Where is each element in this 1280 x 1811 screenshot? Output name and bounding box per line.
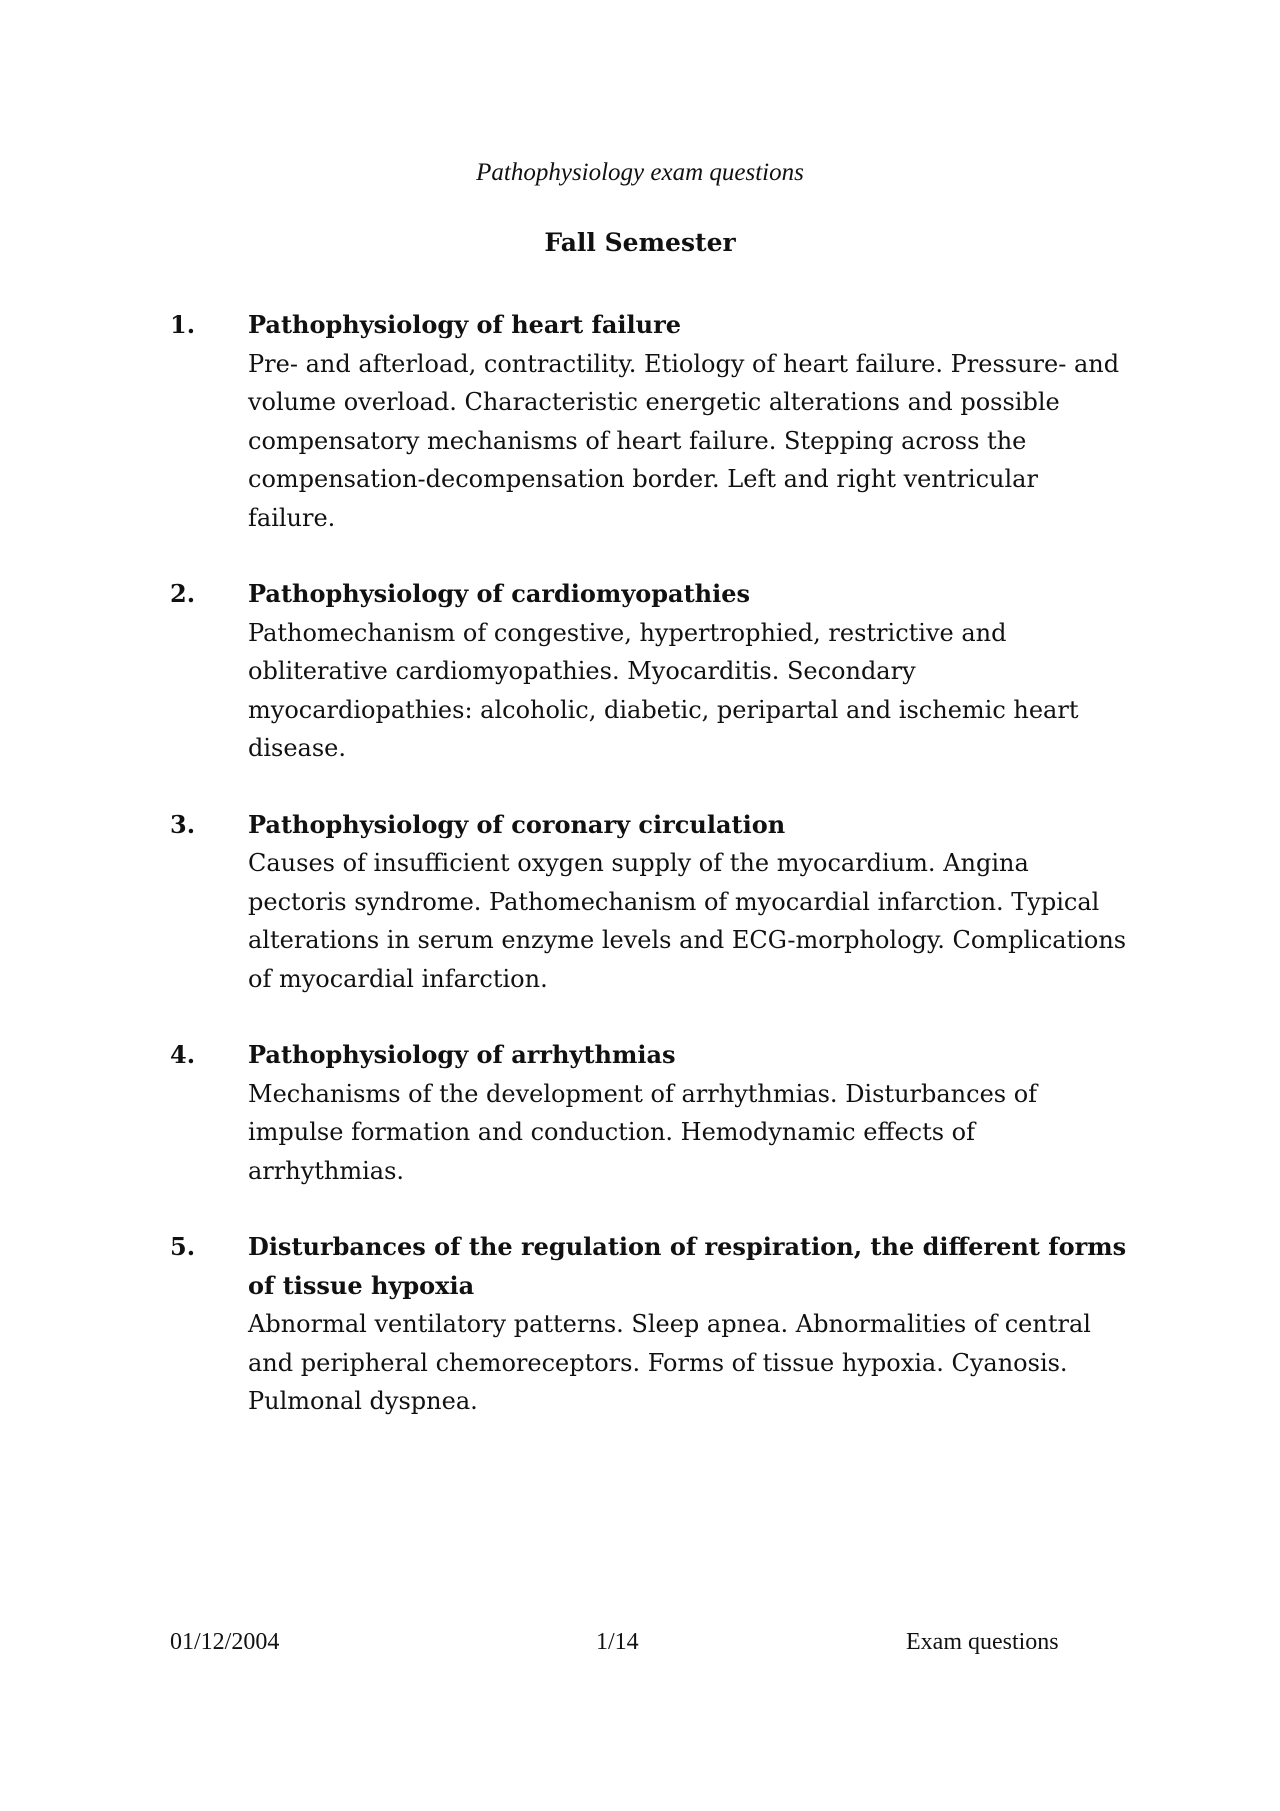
question-body [248, 306, 1128, 537]
question-item [0, 806, 1280, 999]
question-number: 3. [170, 809, 196, 839]
footer-doc-title: Exam questions [906, 1629, 1059, 1655]
question-text: Abnormal ventilatory patterns. Sleep apnea. Abnormalities of central and peripheral chemoreceptors. Forms of tissue hypoxia. Cyanosis. Pulmonal dyspnea. [248, 1310, 1091, 1415]
question-body [248, 1036, 1128, 1190]
question-title: Pathophysiology of arrhythmias [248, 1040, 676, 1069]
page-number: 1/14 [596, 1629, 639, 1655]
question-number: 2. [170, 579, 196, 608]
question-body [248, 575, 1128, 768]
question-text: Pathomechanism of congestive, hypertrophied, restrictive and obliterative cardiomyopathies. Myocarditis. Secondary myocardiopathies: alcoholic, diabetic, peripartal and ischemic heart disease. [248, 618, 1079, 762]
question-text: Mechanisms of the development of arrhythmias. Disturbances of impulse formation and conduction. Hemodynamic effects of arrhythmias. [248, 1079, 1038, 1185]
question-number: 4. [170, 1040, 196, 1069]
question-title: Pathophysiology of heart failure [248, 310, 682, 339]
document-header: Pathophysiology exam questions [476, 159, 804, 186]
question-text: Causes of insufficient oxygen supply of the myocardium. Angina pectoris syndrome. Pathomechanism of myocardial infarction. Typical alterations in serum enzyme levels and ECG-morphology. Complications of myocardial infarction. [248, 849, 1127, 993]
semester-heading: Fall Semester [544, 228, 736, 257]
question-text: Pre- and afterload, contractility. Etiology of heart failure. Pressure- and volume overload. Characteristic energetic alterations and possible compensatory mechanisms of heart failure. Stepping across the compensation-decompensation border. Left and right ventricular failure. [248, 349, 1120, 532]
question-title: Disturbances of the regulation of respiration, the different forms of tissue hypoxia [248, 1232, 1127, 1300]
footer-date: 01/12/2004 [170, 1629, 280, 1655]
question-item [0, 575, 1280, 768]
question-title: Pathophysiology of cardiomyopathies [248, 579, 751, 608]
question-number: 5. [170, 1232, 196, 1261]
question-item [0, 306, 1280, 537]
question-item [0, 1228, 1280, 1421]
question-body [248, 1228, 1128, 1421]
question-body [248, 806, 1128, 999]
question-number: 1. [170, 310, 196, 339]
question-list [0, 306, 1280, 1459]
question-item [0, 1036, 1280, 1190]
question-title: Pathophysiology of coronary circulation [248, 809, 786, 839]
